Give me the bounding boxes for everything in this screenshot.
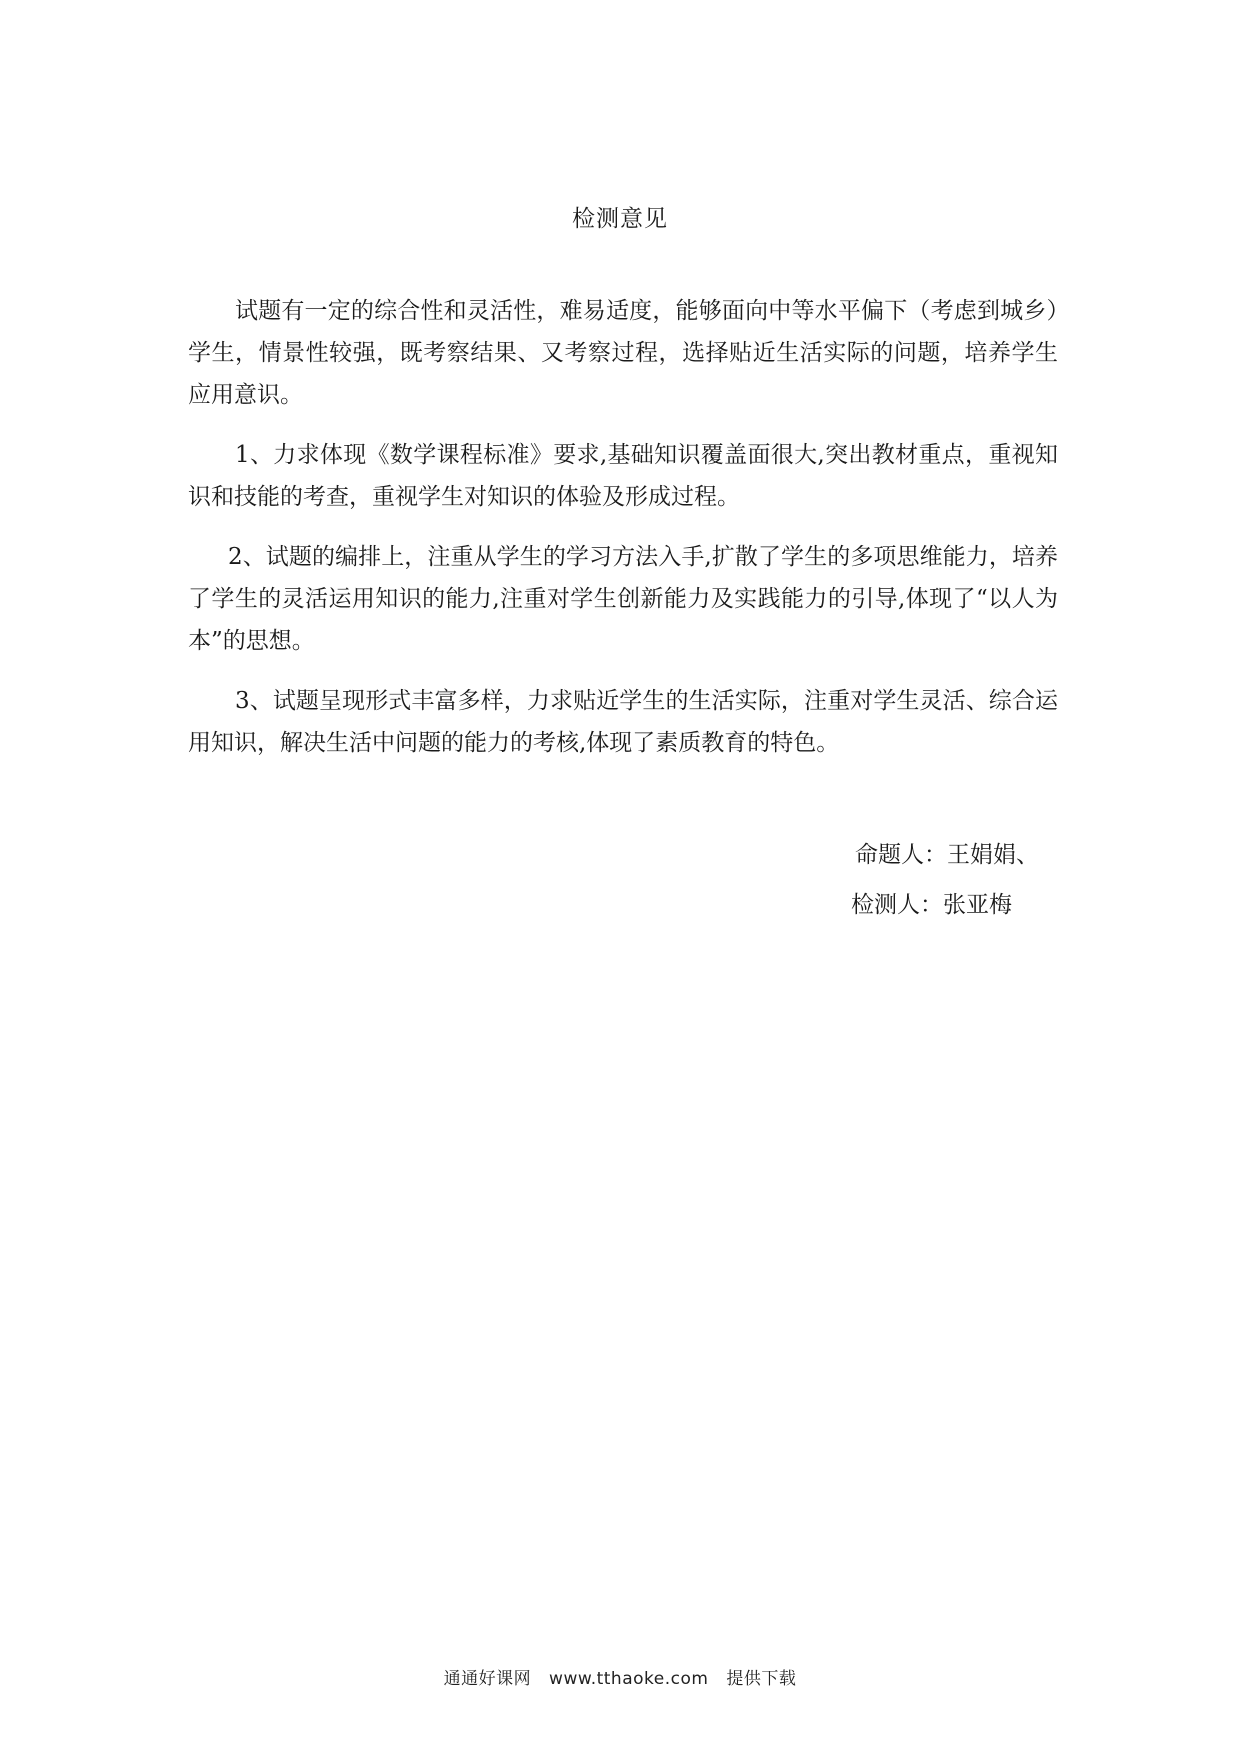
signature-block xyxy=(851,830,1039,930)
document-title: 检测意见 xyxy=(572,206,668,232)
page-footer xyxy=(0,1664,1240,1689)
author-line: 命题人：王娟娟、 xyxy=(855,842,1039,868)
intro-paragraph: 试题有一定的综合性和灵活性，难易适度，能够面向中等水平偏下（考虑到城乡）学生，情景性较强，既考察结果、又考察过程，选择贴近生活实际的问题，培养学生应用意识。 xyxy=(188,298,1058,408)
footer-url[interactable]: www.tthaoke.com xyxy=(549,1669,709,1689)
reviewer-line: 检测人：张亚梅 xyxy=(851,892,1012,918)
document-body xyxy=(188,290,1058,764)
point-paragraph-2: 2、试题的编排上，注重从学生的学习方法入手,扩散了学生的多项思维能力，培养了学生的灵活运用知识的能力,注重对学生创新能力及实践能力的引导,体现了“以人为本”的思想。 xyxy=(188,544,1058,654)
point-paragraph-1: 1、力求体现《数学课程标准》要求,基础知识覆盖面很大,突出教材重点，重视知识和技能的考查，重视学生对知识的体验及形成过程。 xyxy=(188,442,1058,510)
footer-site-name: 通通好课网 xyxy=(443,1669,532,1689)
footer-action: 提供下载 xyxy=(726,1669,797,1689)
point-paragraph-3: 3、试题呈现形式丰富多样，力求贴近学生的生活实际，注重对学生灵活、综合运用知识，解决生活中问题的能力的考核,体现了素质教育的特色。 xyxy=(188,688,1058,756)
